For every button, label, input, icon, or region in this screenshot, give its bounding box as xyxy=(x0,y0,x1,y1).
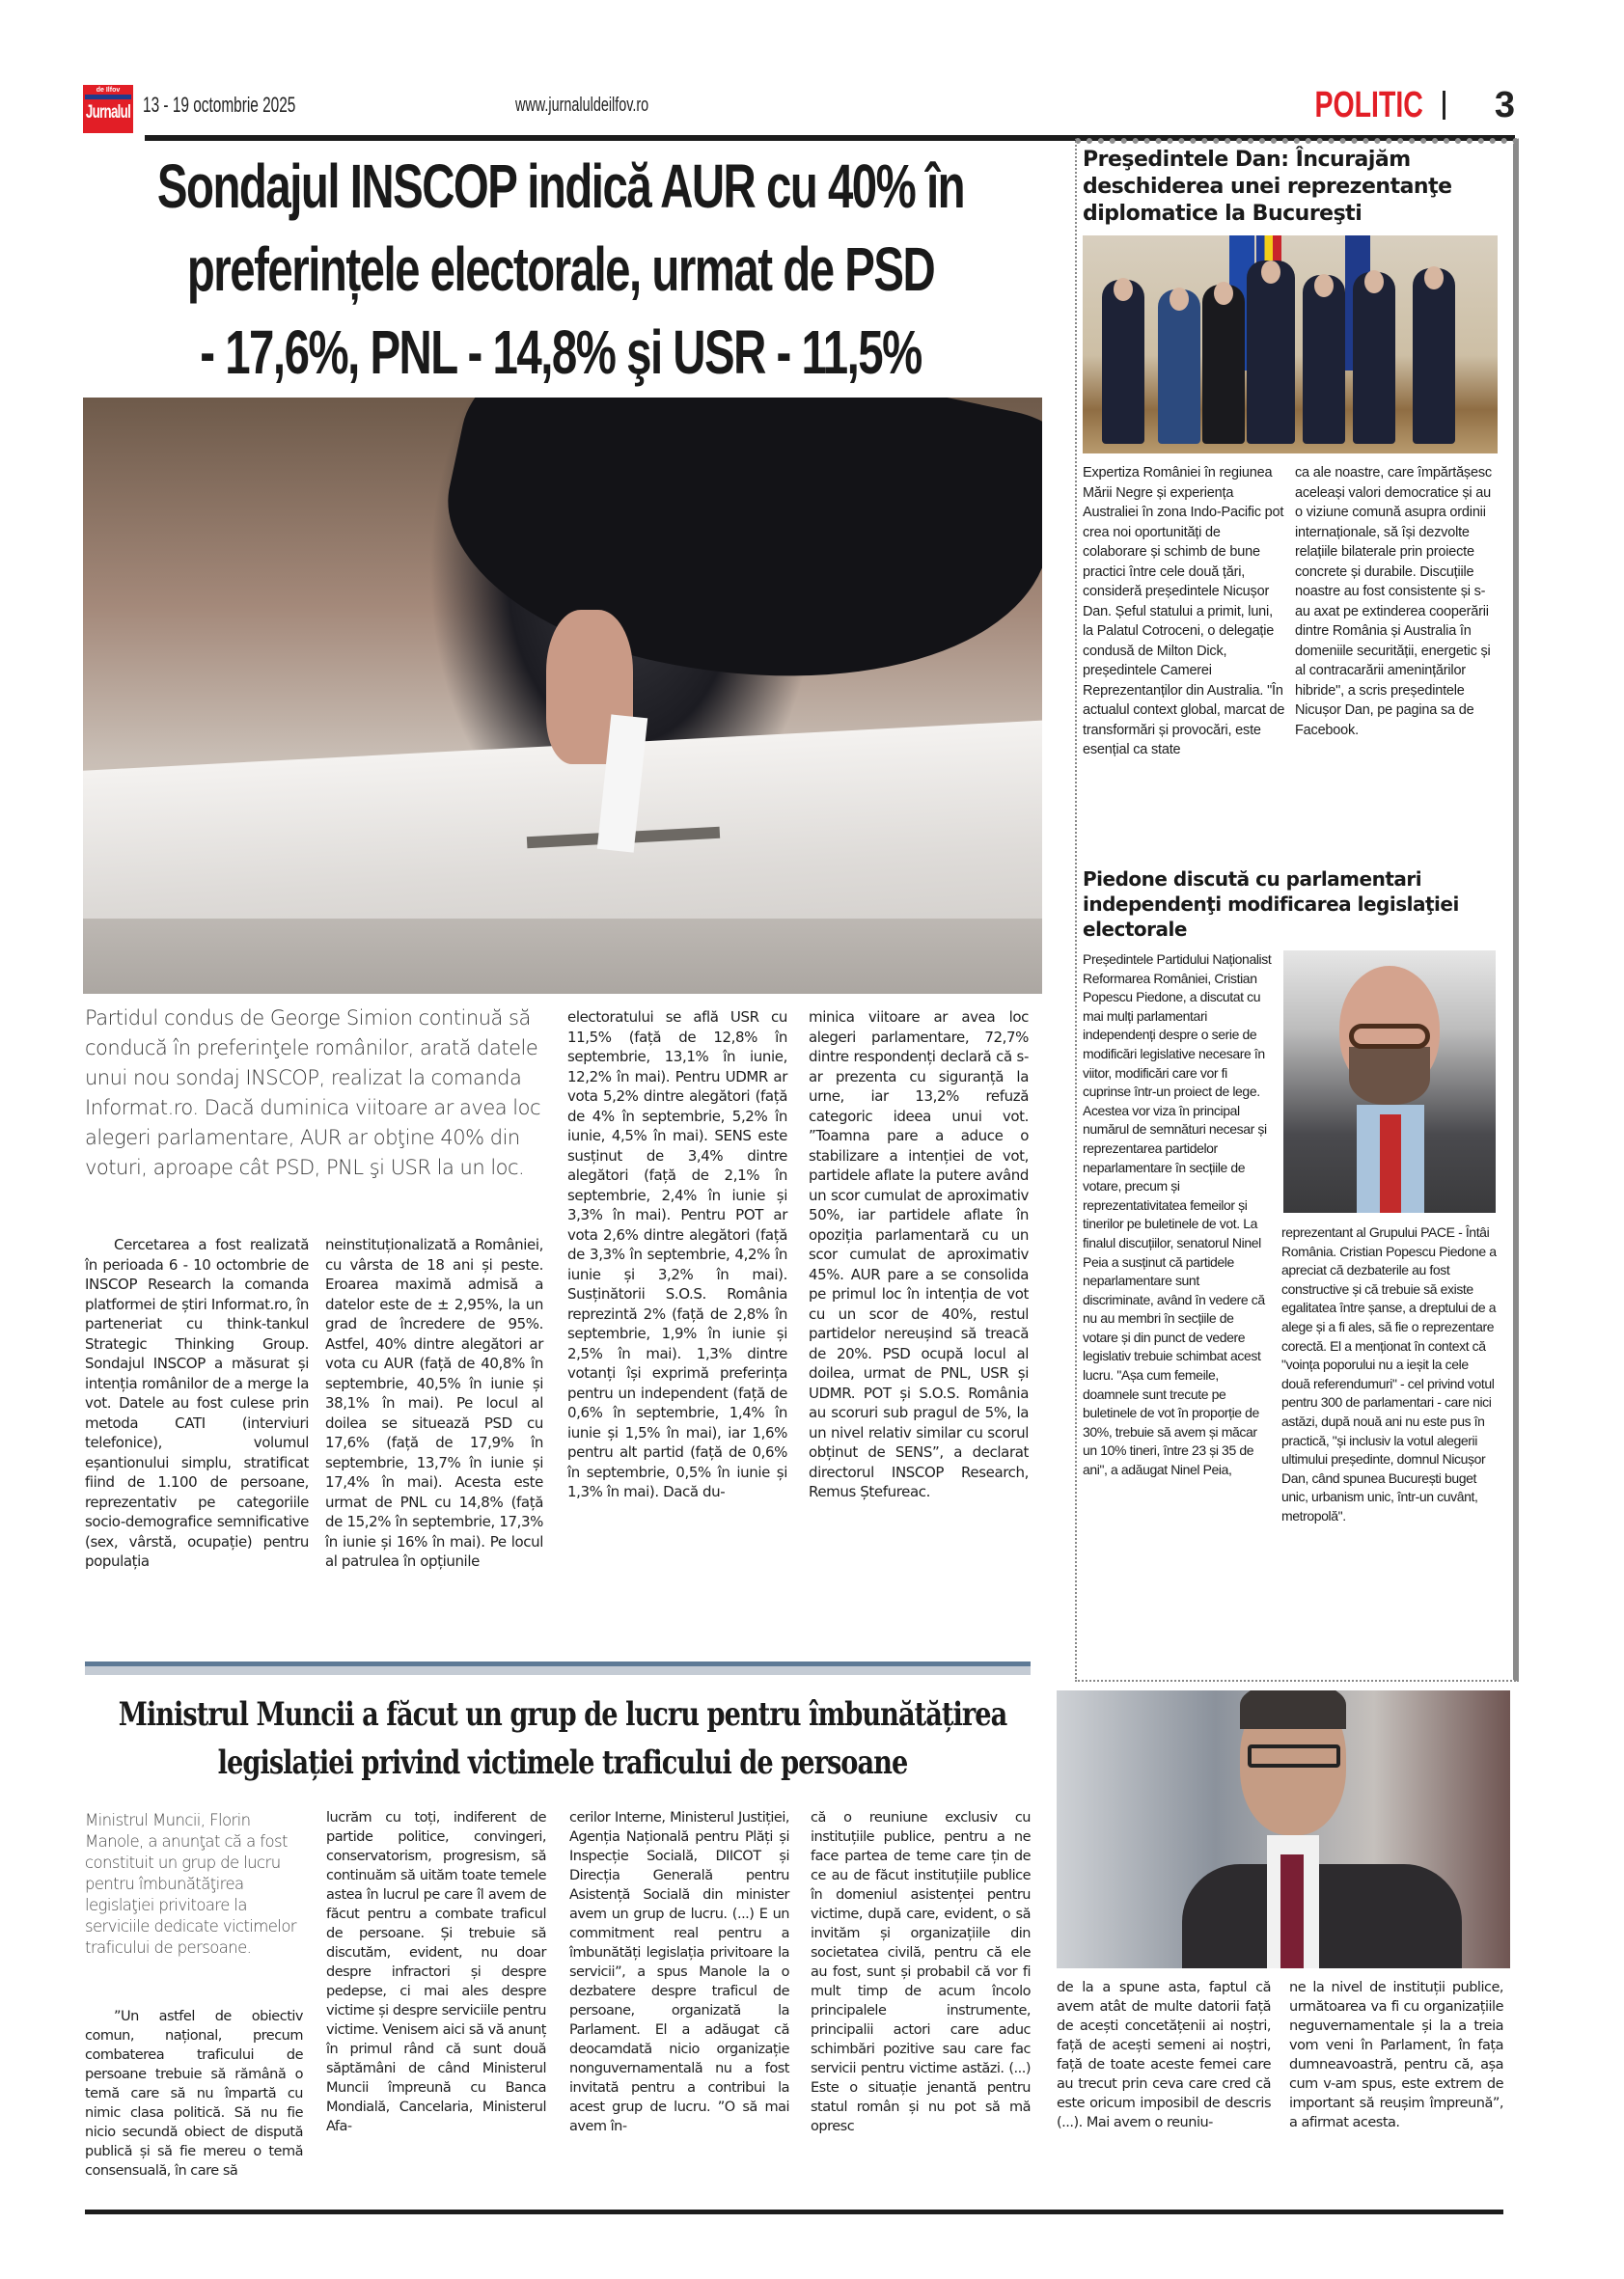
headline-line: Ministrul Muncii a făcut un grup de lucru pentru îmbunătățirea xyxy=(118,1695,1007,1734)
sidebar-headline-2: Piedone discută cu parlamentari independenţi modificarea legislaţiei electorale xyxy=(1083,867,1459,941)
header-separator xyxy=(1443,91,1445,120)
photo-glasses xyxy=(1349,1024,1430,1049)
person-head xyxy=(1314,274,1334,297)
person-head xyxy=(1364,270,1384,293)
bottom-headline-inner xyxy=(99,1690,1026,1787)
person xyxy=(1202,285,1245,444)
column-text: ”Un astfel de obiectiv comun, național, precum combaterea traficului de persoane trebuie să rămână o temă care să nu împartă cu nimic clasa politică. Să nu fie nicio secundă obiect de dispută publică și să fie mereu o temă consensuală, în care să xyxy=(85,2009,303,2179)
bottom-headline xyxy=(85,1690,1040,1791)
ballot-box-photo xyxy=(83,398,1042,994)
person xyxy=(1353,272,1395,444)
person xyxy=(1102,280,1144,444)
sidebar-story2-col1: Președintele Partidului Naționalist Reformarea României, Cristian Popescu Piedone, a discutat cu mai mulți parlamentari independenți despre o serie de modificări legislative necesare în viitor, modificări care vor fi cuprinse într-un proiect de lege. Acestea vor viza în principal numărul de semnături necesar și reprezentarea partidelor neparlamentare în secțiile de votare, precum și reprezentativitatea femeilor și tinerilor pe buletinele de vot. La finalul discuțiilor, senatorul Ninel Peia a susținut că partidele neparlamentare sunt discriminate, având în vedere că nu au membri în secțiile de votare și din punct de vedere legislativ trebuie schimbat acest lucru. "Așa cum femeile, doamnele sunt trecute pe buletinele de vot în proporție de 30%, trebuie să avem și măcar un 10% tineri, între 23 și 35 de ani", a adăugat Ninel Peia, xyxy=(1083,951,1272,1478)
bottom-column-6: ne la nivel de instituții publice, următoarea va fi cu organizațiile neguvernamentale și la a treia vom veni în Parlament, în fața dumneavoastră, pentru că, așa cum v-am spus, este extrem de important să reușim împreună”, a afirmat acesta. xyxy=(1289,1980,1503,2130)
person xyxy=(1158,289,1200,444)
headline-line: - 17,6%, PNL - 14,8% şi USR - 11,5% xyxy=(200,317,922,387)
manole-photo xyxy=(1057,1690,1510,1968)
delegation-photo xyxy=(1083,235,1498,453)
photo-tie xyxy=(1280,1854,1304,1968)
person xyxy=(1413,268,1455,444)
bottom-column-5: de la a spune asta, faptul că avem atât de multe datorii față de acești concetățenii ai noștri, față de acești semeni ai noștri, față de toate aceste femei care au trecut prin ceva care cred că este oricum imposibil de descris (...). Mai avem o reuniu- xyxy=(1057,1980,1271,2130)
photo-tie xyxy=(1380,1114,1401,1213)
logo-small-text: de Ilfov xyxy=(96,87,121,94)
logo-stripe xyxy=(85,95,131,99)
photo-glasses xyxy=(1248,1744,1340,1768)
headline-line: preferințele electorale, urmat de PSD xyxy=(186,234,935,304)
column-text: minica viitoare ar avea loc alegeri parlamentare, 72,7% dintre respondenți declară că s-ar prezenta cu siguranță la urne, iar 13,2% refuză categoric ideea unui vot. ”Toamna pare a aduce o stabilizare a intenției de vot, partidele aflate la putere având un scor cumulat de aproximativ 50%, iar partidele aflate în opoziția parlamentară cu un scor cumulat de aproximativ 45%. AUR pare a se consolida pe primul loc în intenția de vot cu un scor de 40%, restul partidelor nereușind să treacă de 20%. PSD ocupă locul al doilea, urmat de PNL, USR și UDMR. POT și S.O.S. România au scoruri sub pragul de 5%, la un nivel relativ similar cu scorul obținut de SENS”, a declarat directorul INSCOP Research, Remus Ștefureac. xyxy=(809,1008,1029,1500)
photo-suit xyxy=(1182,1864,1462,1968)
bottom-lead: Ministrul Muncii, Florin Manole, a anunţat că a fost constituit un grup de lucru pentru îmbunătăţirea legislaţiei privitoare la serviciile dedicate victimelor traficului de persoane. xyxy=(85,1811,296,1957)
main-headline-inner xyxy=(96,145,1025,394)
issue-date: 13 - 19 octombrie 2025 xyxy=(143,93,296,117)
person-head xyxy=(1261,261,1280,284)
person xyxy=(1303,275,1345,444)
main-headline xyxy=(83,145,1038,394)
sidebar-story1-col1: Expertiza României în regiunea Mării Negre și experiența Australiei în zona Indo-Pacific pot crea noi oportunități de colaborare și schimb de bune practici între cele două țări, consideră președintele Nicușor Dan. Șeful statului a primit, luni, la Palatul Cotroceni, o delegație condusă de Milton Dick, președintele Camerei Reprezentanților din Australia. "În actualul context global, marcat de transformări și provocări, este esențial ca state xyxy=(1083,465,1285,757)
person-head xyxy=(1214,282,1233,305)
headline-line: Sondajul INSCOP indică AUR cu 40% în xyxy=(156,151,965,221)
main-column-4 xyxy=(809,1007,1029,1502)
main-lead: Partidul condus de George Simion continuă să conducă în preferinţele românilor, arată datele unui nou sondaj INSCOP, realizat la comanda Informat.ro. Dacă duminica viitoare ar avea loc alegeri parlamentare, AUR ar obţine 40% din voturi, aproape cât PSD, PNL şi USR la un loc. xyxy=(85,1006,541,1179)
newspaper-logo xyxy=(83,85,133,133)
bottom-rule xyxy=(85,2210,1503,2214)
article-divider-band xyxy=(85,1661,1031,1675)
person-head xyxy=(1114,278,1133,301)
page-number: 3 xyxy=(1494,85,1515,125)
sidebar-story1-col2: ca ale noastre, care împărtășesc aceleași valori democratice și au o viziune comună asupra ordinii internaționale, să își dezvolte relațiile bilaterale prin proiecte concrete și durabile. Discuțiile noastre au fost consistente și s-au axat pe extinderea cooperării dintre România și Australia în domeniile securității, energetic și al contracarării amenințărilor hibride", a scris președintele Nicușor Dan, pe pagina sa de Facebook. xyxy=(1295,465,1492,738)
main-column-2 xyxy=(325,1235,543,1572)
sidebar-story2-col2: reprezentant al Grupului PACE - Întâi România. Cristian Popescu Piedone a apreciat că dezbaterile au fost constructive și că trebuie să existe egalitatea între șanse, a dreptului de a alege și a fi ales, să fie o reprezentare corectă. El a menționat în context că "voința poporului nu a ieșit la cele două referendumuri" - cel privind votul pentru 300 de parlamentari - care nici astăzi, după nouă ani nu este pus în practică, "și inclusiv la votul alegerii ultimului președinte, domnul Nicușor Dan, când spunea București buget unic, urbanism unic, într-un cuvânt, metropolă". xyxy=(1281,1224,1497,1524)
person-head xyxy=(1424,266,1444,289)
bottom-column-3: cerilor Interne, Ministerul Justiției, Agenția Națională pentru Plăți și Inspecție Socială, DIICOT și Direcția Generală pentru Asistență Socială din minister avem un grup de lucru. (...) E un commitment real pentru a îmbunătăți legislația privitoare la servicii”, a spus Manole la o dezbatere despre traficul de persoane, organizată la Parlament. El a adăugat că deocamdată nicio organizație nonguvernamentală nu a fost invitată pentru a contribui la acest grup de lucru. ”O să mai avem în- xyxy=(569,1810,789,2134)
column-text: neinstituționalizată a României, cu vârsta de 18 ani și peste. Eroarea maximă admisă a datelor este de ± 2,95%, la un grad de încredere de 95%. Astfel, 40% dintre alegători ar vota cu AUR (față de 40,8% în septembrie, 40,5% în iunie și 38,1% în mai). Pe locul al doilea se situează PSD cu 17,6% (față de 17,9% în septembrie, 13,7% în iunie și 17,4% în mai). Acesta este urmat de PNL cu 14,8% (față de 15,2% în septembrie, 17,3% în iunie și 16% în mai). Pe locul al patrulea în opțiunile xyxy=(325,1236,543,1570)
logo-main-text: Jurnalul xyxy=(85,102,131,123)
column-text: electoratului se află USR cu 11,5% (față de 12,8% în septembrie, 13,1% în iunie, 12,2% în mai). Pentru UDMR ar vota 5,2% dintre alegători (față de 4% în septembrie, 5,2% în iunie, 4,5% în mai). SENS este susținut de 3,4% dintre alegători (față de 2,1% în septembrie, 2,4% în iunie și 3,3% în mai). Pentru POT ar vota 2,6% dintre alegători (față de 3,3% în septembrie, 4,2% în iunie și 3,2% în mai). Susținătorii S.O.S. România reprezintă 2% (față de 2,8% în septembrie, 1,9% în iunie și 2,5% în mai). 1,3% dintre votanți își exprimă preferința pentru un independent (față de 0,6% în septembrie, 1,4% în iunie și 1,5% în mai), iar 1,6% pentru alt partid (față de 0,6% în septembrie, 0,5% în iunie și 1,3% în mai). Dacă du- xyxy=(567,1008,787,1500)
main-column-1 xyxy=(85,1235,309,1572)
section-label: POLITIC xyxy=(1314,85,1423,125)
page-header xyxy=(83,85,1515,133)
bottom-column-4: că o reuniune exclusiv cu instituțiile publice, pentru a ne face partea de teme care țin de ce au de făcut instituțiile publice în domeniul asistenței pentru victime, după care, evident, o să invităm și organizațiile din societatea civilă, pentru că ele au fost, sunt și probabil că vor fi mult timp de acum încolo principalele instrumente, principalii actori care aduc schimbări pozitive sau care fac servicii pentru victime astăzi. (...) Este o situație jenantă pentru statul român și nu pot să mă opresc xyxy=(811,1810,1031,2134)
column-text: Cercetarea a fost realizată în perioada 6 - 10 octombrie de INSCOP Research la comanda platformei de știri Informat.ro, în parteneriat cu think-tankul Strategic Thinking Group. Sondajul INSCOP a măsurat și intenția românilor de a merge la vot. Datele au fost culese prin metoda CATI (interviuri telefonice), volumul eșantionului simplu, stratificat fiind de 1.100 de persoane, reprezentativ pe categoriile socio-demografice semnificative (sex, vârstă, ocupație) pentru populația xyxy=(85,1236,309,1570)
photo-ballot-box-side xyxy=(83,919,1042,994)
person-head xyxy=(1170,288,1189,311)
bottom-column-1 xyxy=(85,2007,303,2181)
sidebar-headline-1: Preşedintele Dan: Încurajăm deschiderea unei reprezentanţe diplomatice la Bucureşti xyxy=(1083,148,1452,226)
website-url[interactable]: www.jurnaluldeilfov.ro xyxy=(515,95,649,116)
piedone-photo xyxy=(1283,950,1496,1213)
main-column-3 xyxy=(567,1007,787,1502)
bottom-column-2: lucrăm cu toți, indiferent de partide politice, convingeri, conservatorism, progresism, să continuăm să uităm toate temele astea în lucrul pe care îl avem de făcut pentru a combate traficul de persoane. Și trebuie să discutăm, evident, nu doar despre infractori și despre pedepse, ci mai ales despre victime și despre serviciile pentru victime. Venisem aici să vă anunț în primul rând că sunt două săptămâni de când Ministerul Muncii împreună cu Banca Mondială, Cancelaria, Ministerul Afa- xyxy=(326,1810,546,2134)
photo-beard xyxy=(1349,1047,1430,1105)
person xyxy=(1247,261,1295,444)
headline-line: legislației privind victimele traficului de persoane xyxy=(217,1744,908,1782)
photo-hair xyxy=(1240,1690,1346,1729)
photo-arm xyxy=(423,398,1042,736)
